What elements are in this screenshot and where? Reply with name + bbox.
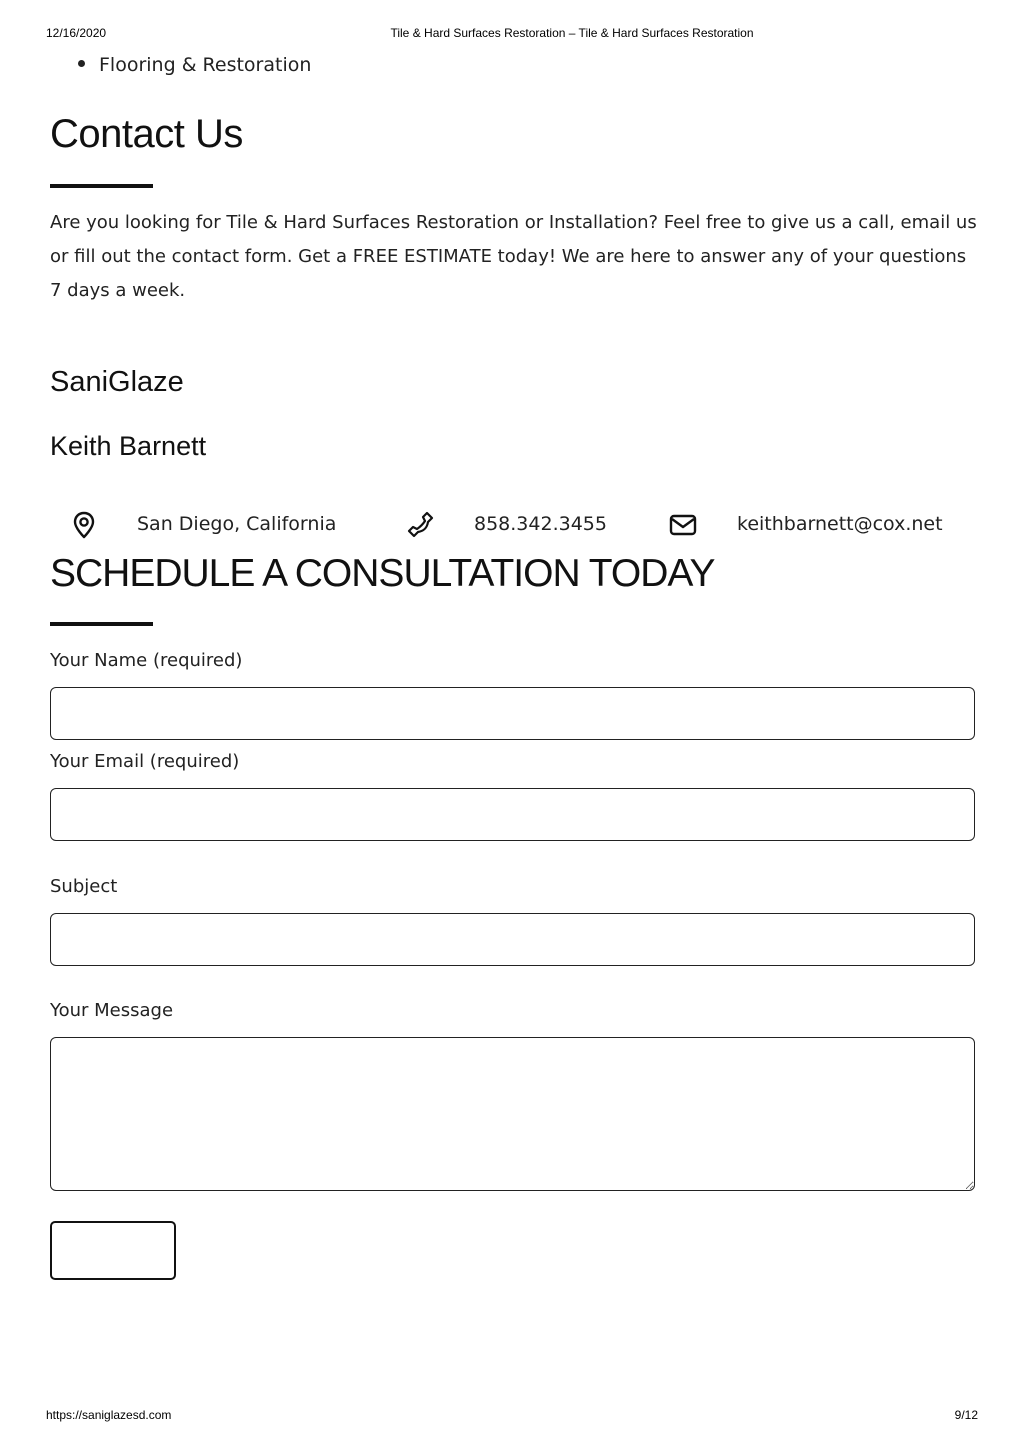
heading-divider: [50, 184, 153, 188]
list-item[interactable]: [78, 54, 311, 76]
phone-link[interactable]: 858.342.3455: [474, 513, 607, 535]
phone-icon: [406, 510, 436, 540]
print-url: https://saniglazesd.com: [46, 1408, 172, 1422]
envelope-icon: [668, 510, 698, 540]
heading-divider: [50, 622, 153, 626]
subject-label: Subject: [50, 876, 118, 897]
message-textarea[interactable]: [50, 1037, 975, 1191]
print-date: 12/16/2020: [46, 26, 107, 40]
contact-person: Keith Barnett: [50, 431, 207, 461]
map-pin-icon: [69, 510, 99, 540]
subject-input[interactable]: [50, 913, 975, 966]
email-label: Your Email (required): [50, 751, 240, 772]
contact-intro: Are you looking for Tile & Hard Surfaces Restoration or Installation? Feel free to give us a call, email us or fill out the contact form. Get a FREE ESTIMATE today! We are here to answer any of your questions 7 days a week.: [50, 212, 977, 301]
list-item-label: Flooring & Restoration: [99, 54, 312, 76]
print-header: [0, 26, 1024, 42]
print-footer: [0, 1408, 1024, 1424]
print-title: Tile & Hard Surfaces Restoration – Tile & Hard Surfaces Restoration: [390, 26, 754, 40]
message-label: Your Message: [50, 1000, 174, 1021]
print-page-number: 9/12: [954, 1408, 978, 1422]
name-input[interactable]: [50, 687, 975, 740]
contact-info-row: [0, 508, 1024, 542]
email-input[interactable]: [50, 788, 975, 841]
form-heading: SCHEDULE A CONSULTATION TODAY: [50, 552, 715, 595]
email-link[interactable]: keithbarnett@cox.net: [737, 513, 943, 535]
name-label: Your Name (required): [50, 650, 243, 671]
location-text: San Diego, California: [137, 513, 337, 535]
submit-button[interactable]: [50, 1221, 176, 1280]
contact-heading: Contact Us: [50, 112, 243, 156]
bullet-icon: [78, 60, 85, 67]
company-name: SaniGlaze: [50, 366, 184, 398]
